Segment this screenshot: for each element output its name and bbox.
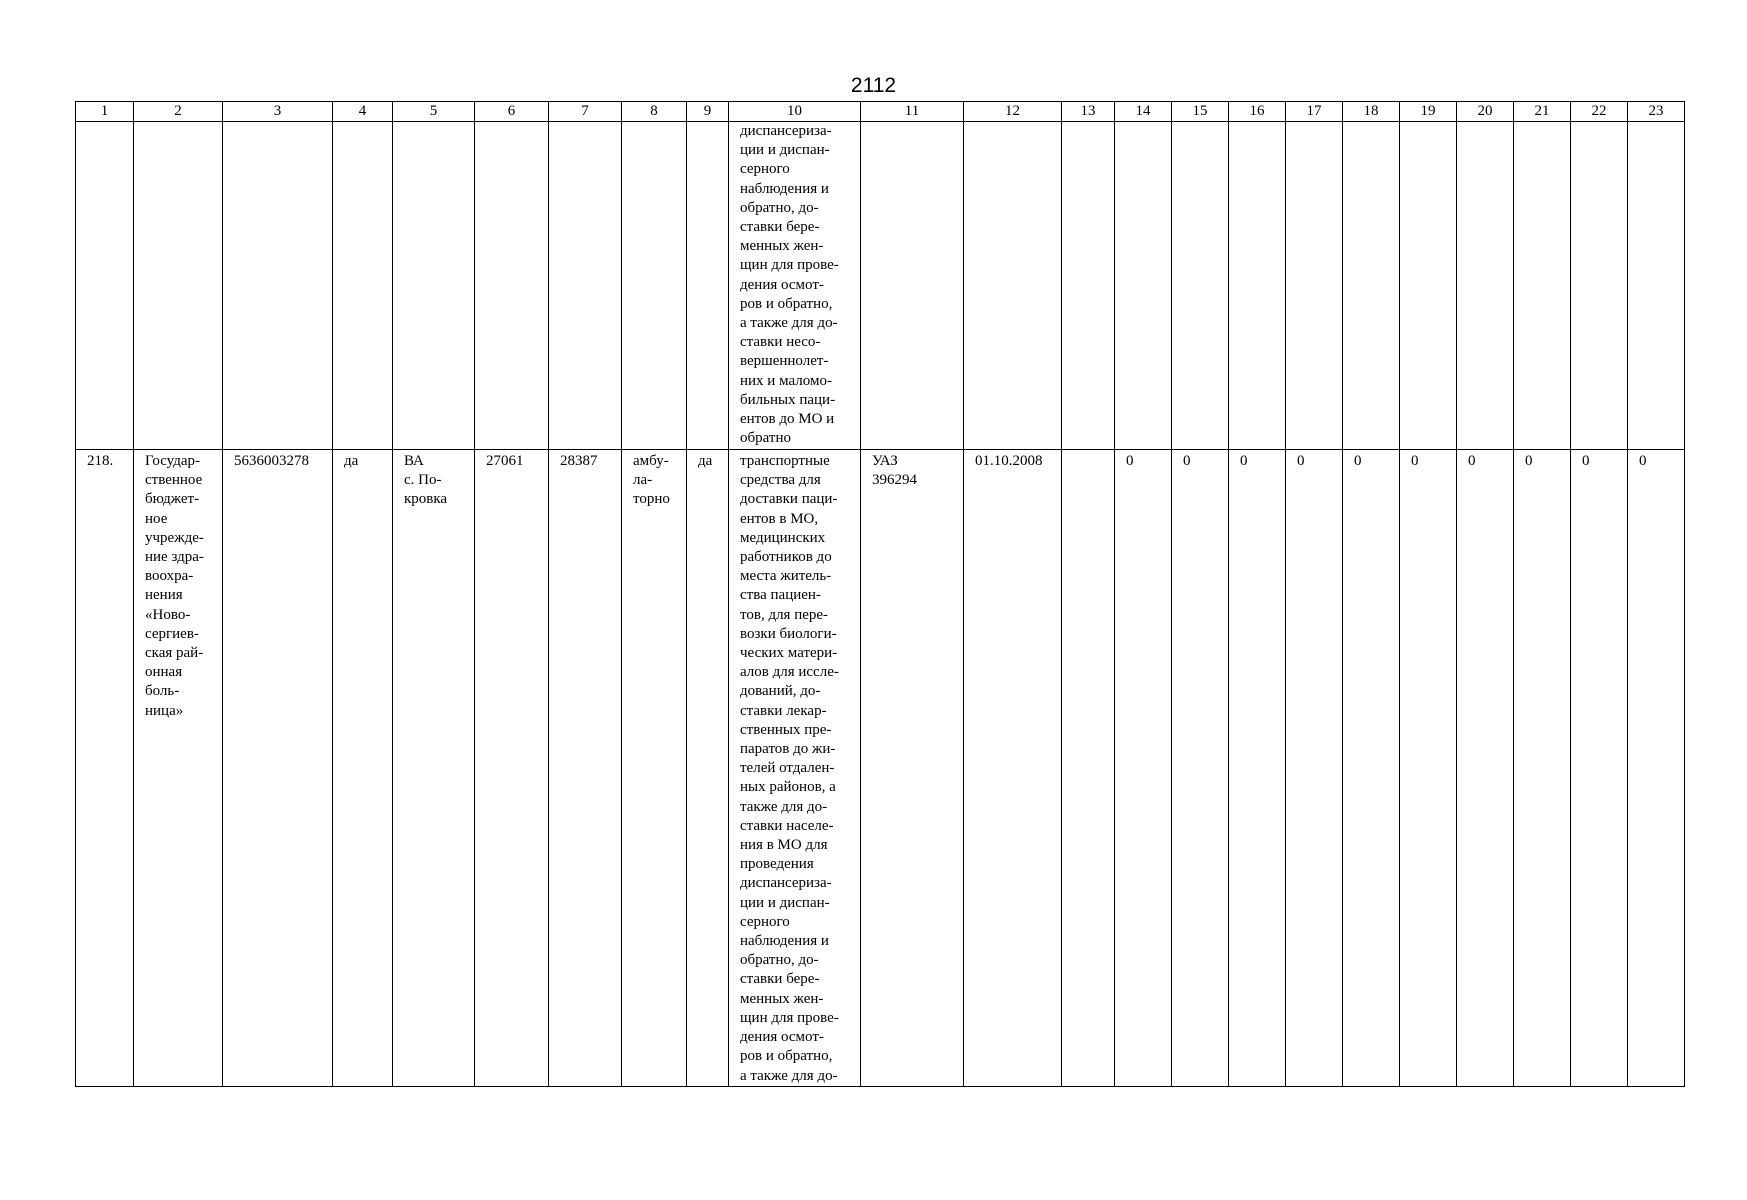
purpose-cell: транспортные средства для доставки паци- ентов в МО, медицинских работников до места житель- ства пациен- тов, для пере- возки биологи- ческих матери- алов для иссле- дований, до- ставки лекар- ственных пре- паратов до жи- телей отдален- ных районов, а также для до- ставки населе- ния в МО для проведения диспансериза- ции и диспан- серного наблюдения и обратно, до- ставки бере- менных жен- щин для прове- дения осмот- ров и обратно, а также для до-: [729, 450, 861, 1087]
table-cell: [333, 122, 393, 450]
table-cell: 28387: [549, 450, 622, 1087]
column-header: 8: [622, 102, 687, 122]
table-cell: 0: [1514, 450, 1571, 1087]
column-header: 5: [393, 102, 475, 122]
table-cell: 0: [1628, 450, 1685, 1087]
page-number: 2112: [850, 74, 897, 97]
table-cell: [1343, 122, 1400, 450]
date-cell: 01.10.2008: [964, 450, 1062, 1087]
column-header: 2: [134, 102, 223, 122]
table-cell: [687, 122, 729, 450]
table-cell: [622, 122, 687, 450]
column-header: 10: [729, 102, 861, 122]
column-header: 19: [1400, 102, 1457, 122]
column-header: 16: [1229, 102, 1286, 122]
column-header: 11: [861, 102, 964, 122]
vehicle-register-table: [75, 101, 1685, 1087]
table-cell: [1062, 122, 1115, 450]
column-header: 15: [1172, 102, 1229, 122]
column-header: 20: [1457, 102, 1514, 122]
table-cell: [1628, 122, 1685, 450]
location-cell: ВА с. По- кровка: [393, 450, 475, 1087]
column-header: 14: [1115, 102, 1172, 122]
column-header: 7: [549, 102, 622, 122]
table-cell: [861, 122, 964, 450]
table-cell: [223, 122, 333, 450]
table-cell: [964, 122, 1062, 450]
table-cell: 0: [1286, 450, 1343, 1087]
organization-cell: Государ- ственное бюджет- ное учрежде- ние здра- воохра- нения «Ново- сергиев- ская рай- онная боль- ница»: [134, 450, 223, 1087]
column-header: 3: [223, 102, 333, 122]
column-header: 23: [1628, 102, 1685, 122]
table-row-continuation: [76, 122, 1685, 450]
table-cell: [1115, 122, 1172, 450]
column-header: 17: [1286, 102, 1343, 122]
table-cell: [475, 122, 549, 450]
table-cell: [1514, 122, 1571, 450]
column-header: 4: [333, 102, 393, 122]
table-cell: 0: [1115, 450, 1172, 1087]
column-header: 9: [687, 102, 729, 122]
table-cell: [1229, 122, 1286, 450]
table-cell: 27061: [475, 450, 549, 1087]
table-cell: да: [333, 450, 393, 1087]
table-cell: 0: [1229, 450, 1286, 1087]
care-type-cell: амбу- ла- торно: [622, 450, 687, 1087]
table-cell: 0: [1571, 450, 1628, 1087]
purpose-continuation-cell: диспансериза- ции и диспан- серного наблюдения и обратно, до- ставки бере- менных жен- щин для прове- дения осмот- ров и обратно, а также для до- ставки несо- вершеннолет- них и маломо- бильных паци- ентов до МО и обратно: [729, 122, 861, 450]
column-header: 22: [1571, 102, 1628, 122]
table-cell: [549, 122, 622, 450]
table-cell: [393, 122, 475, 450]
table-cell: [1172, 122, 1229, 450]
table-cell: 0: [1343, 450, 1400, 1087]
header-row: [76, 102, 1685, 122]
column-header: 6: [475, 102, 549, 122]
table-cell: 0: [1172, 450, 1229, 1087]
table-cell: да: [687, 450, 729, 1087]
table-row-218: [76, 450, 1685, 1087]
column-header: 13: [1062, 102, 1115, 122]
table-cell: [1400, 122, 1457, 450]
vehicle-model-cell: УАЗ 396294: [861, 450, 964, 1087]
table-cell: [134, 122, 223, 450]
column-header: 12: [964, 102, 1062, 122]
inn-cell: 5636003278: [223, 450, 333, 1087]
table-cell: [1457, 122, 1514, 450]
row-number-cell: 218.: [76, 450, 134, 1087]
table-cell: [1571, 122, 1628, 450]
column-header: 1: [76, 102, 134, 122]
table-cell: [1286, 122, 1343, 450]
table-cell: 0: [1457, 450, 1514, 1087]
table-cell: 0: [1400, 450, 1457, 1087]
column-header: 21: [1514, 102, 1571, 122]
table-cell: [1062, 450, 1115, 1087]
table-cell: [76, 122, 134, 450]
column-header: 18: [1343, 102, 1400, 122]
